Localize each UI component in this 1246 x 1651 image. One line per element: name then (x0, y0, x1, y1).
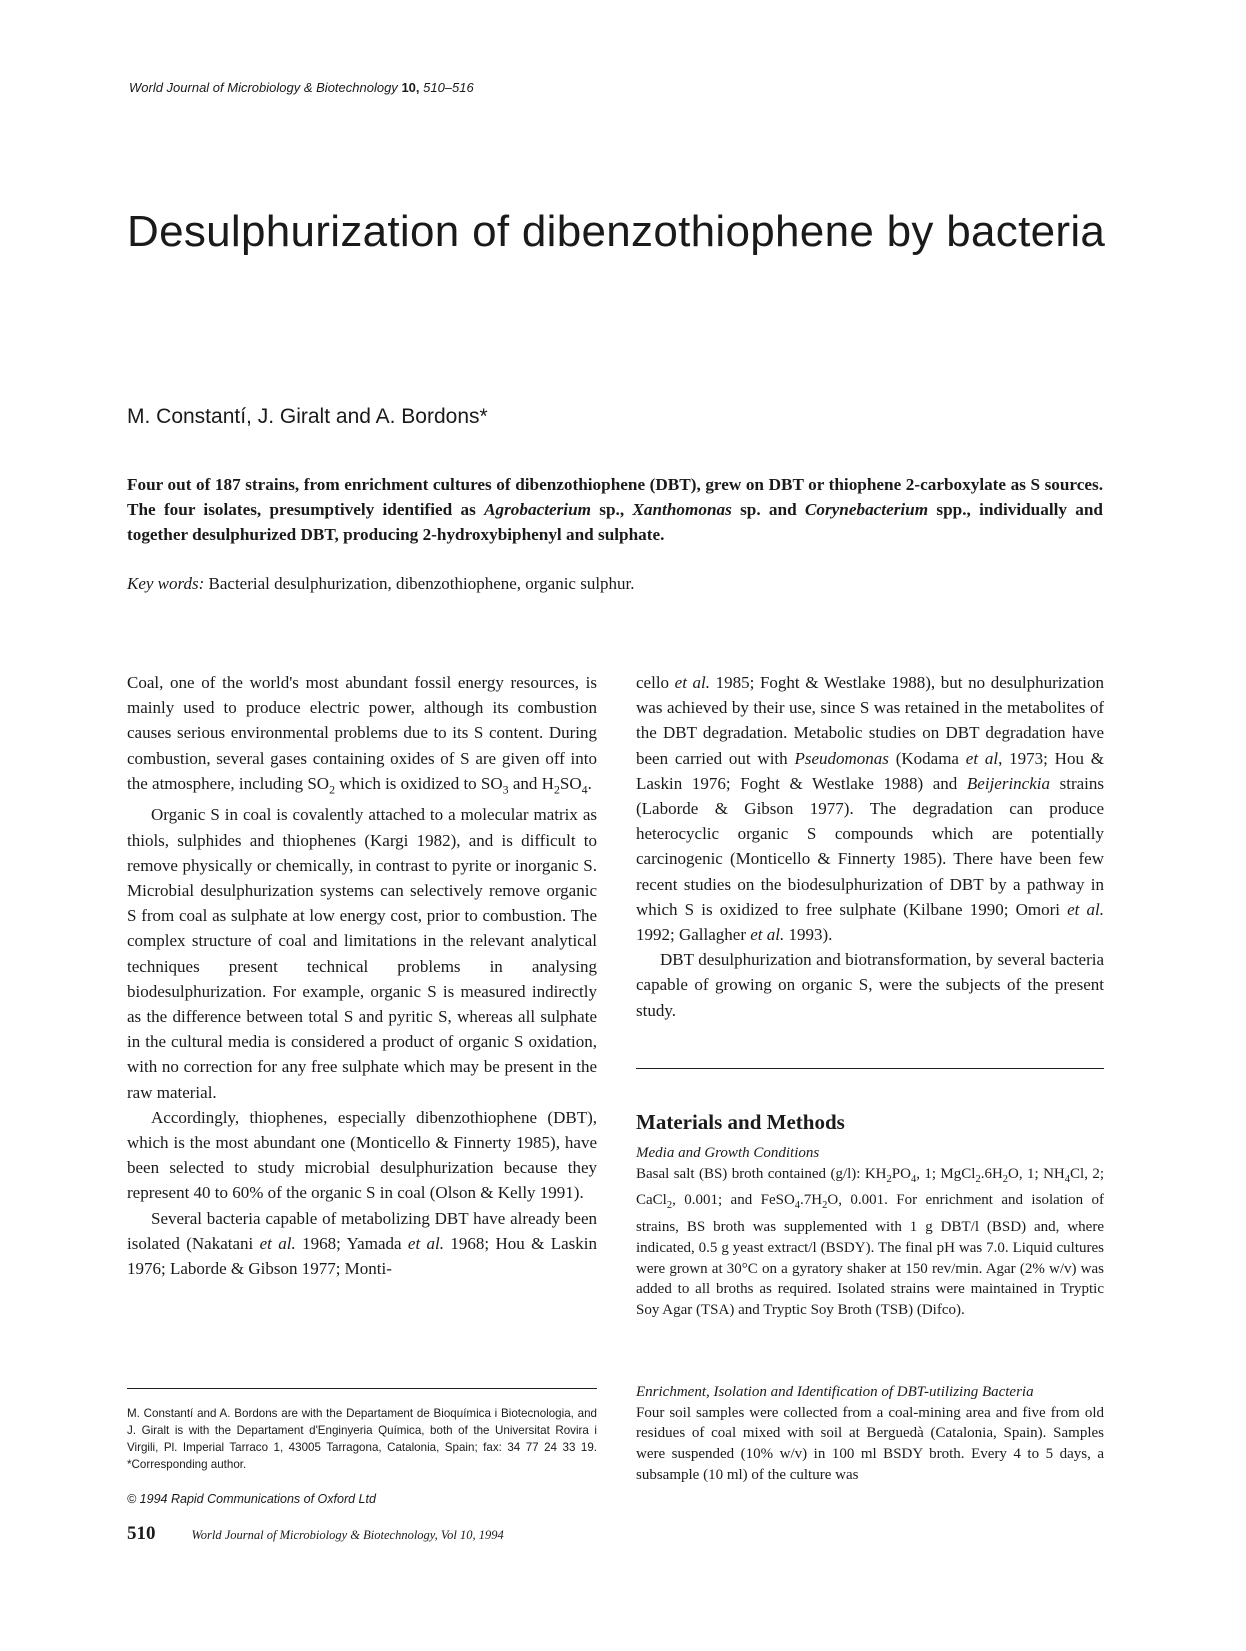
text-run: . (587, 773, 592, 793)
text-run: Cl, 2; CaCl (636, 1165, 1105, 1209)
body-paragraph (127, 670, 597, 802)
subscript: 2 (553, 782, 560, 797)
keywords (127, 574, 635, 594)
author-affiliation: M. Constantí and A. Bordons are with the Departament de Bioquímica i Biotecnologia, and J. Giralt is with the Departament d'Enginyeria Química, both of the Universitat Rovira i Virgili, Pl. Imperial Tarraco 1, 43005 Tarragona, Catalonia, Spain; fax: 34 77 24 33 19. *Corresponding author. (127, 1407, 597, 1471)
text-run: .6H (980, 1165, 1003, 1182)
genus-name: Beijerinckia (966, 773, 1050, 793)
subsection-heading: Media and Growth Conditions (636, 1145, 820, 1161)
text-run: 1968; Hou & Laskin 1976; Laborde & Gibson 1977; Monti- (127, 1233, 598, 1279)
subsection-heading: Enrichment, Isolation and Identification of DBT-utilizing Bacteria (636, 1384, 1034, 1400)
author-list: M. Constantí, J. Giralt and A. Bordons* (127, 405, 488, 428)
text-run: 1968; Yamada (295, 1233, 408, 1253)
subscript: 2 (1002, 1173, 1009, 1185)
subscript: 4 (794, 1200, 801, 1212)
genus-name: Pseudomonas (794, 748, 889, 768)
subsection-text: Four soil samples were collected from a coal-mining area and five from old residues of coal mixed with soil at Berguedà (Catalonia, Spain). Samples were suspended (10% w/v) in 100 ml BSDY broth. Every 4 to 5 days, a subsample (10 ml) of the culture was (636, 1404, 1104, 1483)
article-title: Desulphurization of dibenzothiophene by bacteria (127, 207, 1106, 256)
text-run: Basal salt (BS) broth contained (g/l): KH (636, 1165, 887, 1182)
journal-volume: 10, (401, 80, 420, 95)
body-column-left (127, 670, 597, 1281)
body-paragraph (127, 1206, 597, 1282)
text-run: , 1973; Hou & Laskin 1976; Foght & Westlake 1988) and (636, 748, 1104, 793)
et-al: et al. (674, 673, 711, 692)
subsection-media (636, 1143, 1104, 1321)
subscript: 4 (581, 782, 588, 797)
subscript: 2 (822, 1200, 828, 1212)
subscript: 2 (975, 1173, 981, 1185)
body-column-right (636, 670, 1104, 1023)
journal-pages: 510–516 (423, 80, 474, 95)
abstract (127, 472, 1103, 547)
body-paragraph: DBT desulphurization and biotransformation, by several bacteria capable of growing on organic S, were the subjects of the present study. (636, 950, 1104, 1020)
running-head (129, 80, 474, 95)
abstract-genus: Corynebacterium (804, 500, 929, 519)
text-run: cello (636, 673, 675, 692)
text-run: and H (508, 773, 554, 793)
journal-name: World Journal of Microbiology & Biotechnology (129, 80, 398, 95)
subsection-text (636, 1164, 1104, 1321)
text-run: 1993). (784, 925, 833, 945)
abstract-genus: Agrobacterium (484, 500, 592, 519)
footnote-divider (127, 1388, 597, 1389)
text-run: 1985; Foght & Westlake 1988), but no desulphurization was achieved by their use, since S was retained in the metabolites of the DBT degradation. Metabolic studies on DBT degradation have been carried out with (636, 673, 1105, 768)
et-al: et al (965, 748, 999, 768)
et-al: et al. (259, 1233, 296, 1253)
footer-citation: World Journal of Microbiology & Biotechnology, Vol 10, 1994 (191, 1528, 504, 1542)
abstract-genus: Xanthomonas (632, 500, 732, 519)
page-footer (127, 1523, 504, 1545)
subscript: 4 (910, 1173, 917, 1185)
abstract-text: sp. and (731, 500, 805, 519)
text-run: , 1; MgCl (916, 1165, 976, 1182)
abstract-text: Four out of 187 strains, from enrichment cultures of dibenzothiophene (DBT), grew on DBT or thiophene 2-carboxylate as S sources. The four isolates, presumptively identified as (127, 475, 1103, 519)
subscript: 4 (1064, 1173, 1071, 1185)
copyright-notice: © 1994 Rapid Communications of Oxford Ltd (127, 1492, 376, 1506)
et-al: et al. (1067, 899, 1105, 919)
page-number: 510 (127, 1523, 156, 1544)
body-paragraph: Accordingly, thiophenes, especially dibenzothiophene (DBT), which is the most abundant one (Monticello & Finnerty 1985), have been selected to study microbial desulphurization because they represent 40 to 60% of the organic S in coal (Olson & Kelly 1991). (127, 1107, 597, 1203)
et-al: et al. (407, 1233, 445, 1253)
text-run: (Kodama (888, 748, 966, 768)
text-run: PO (891, 1165, 911, 1182)
abstract-text: spp., individually and together desulphurized DBT, producing 2-hydroxybiphenyl and sulphate. (127, 500, 1103, 544)
text-run: Coal, one of the world's most abundant fossil energy resources, is mainly used to produce electric power, although its combustion causes serious environmental problems due to its S content. During combustion, several gases containing oxides of S are given off into the atmosphere, including SO (127, 673, 597, 793)
et-al: et al. (750, 925, 785, 945)
keywords-text: Bacterial desulphurization, dibenzothiophene, organic sulphur. (204, 574, 635, 593)
subsection-enrichment (636, 1382, 1104, 1486)
text-run: .7H (800, 1192, 823, 1209)
text-run: O, 0.001. For enrichment and isolation of strains, BS broth was supplemented with 1 g DBT/l (BSD) and, where indicated, 0.5 g yeast extract/l (BSDY). The final pH was 7.0. Liquid cultures were grown at 30°C on a gyratory shaker at 150 rev/min. Agar (2% w/v) was added to all broths as required. Isolated strains were maintained in Tryptic Soy Agar (TSA) and Tryptic Soy Broth (TSB) (Difco). (636, 1192, 1104, 1318)
subscript: 3 (502, 782, 509, 797)
body-paragraph (636, 670, 1104, 947)
text-run: strains (Laborde & Gibson 1977). The degradation can produce heterocyclic organic S compounds which are potentially carcinogenic (Monticello & Finnerty 1985). There have been few recent studies on the biodesulphurization of DBT by a pathway in which S is oxidized to free sulphate (Kilbane 1990; Omori (636, 773, 1104, 919)
section-heading: Materials and Methods (636, 1110, 845, 1134)
keywords-label: Key words: (127, 574, 205, 593)
text-run: which is oxidized to SO (335, 773, 503, 793)
body-paragraph: Organic S in coal is covalently attached to a molecular matrix as thiols, sulphides and thiophenes (Kargi 1982), and is difficult to remove physically or chemically, in contrast to pyrite or inorganic S. Microbial desulphurization systems can selectively remove organic S from coal as sulphate at low energy cost, prior to combustion. The complex structure of coal and limitations in the relevant analytical techniques present technical problems in analysing biodesulphurization. For example, organic S is measured indirectly as the difference between total S and pyritic S, whereas all sulphate in the cultural media is considered a product of organic S oxidation, with no correction for any free sulphate which may be present in the raw material. (127, 805, 597, 1102)
subscript: 2 (666, 1200, 673, 1212)
text-run: SO (559, 773, 582, 793)
text-run: , 0.001; and FeSO (672, 1192, 795, 1209)
abstract-text: sp., (591, 500, 633, 519)
text-run: Several bacteria capable of metabolizing DBT have already been isolated (Nakatani (127, 1208, 597, 1253)
text-run: 1992; Gallagher (636, 925, 751, 945)
subscript: 2 (886, 1173, 892, 1185)
text-run: O, 1; NH (1008, 1165, 1065, 1182)
section-divider (636, 1068, 1104, 1069)
subscript: 2 (329, 782, 336, 797)
